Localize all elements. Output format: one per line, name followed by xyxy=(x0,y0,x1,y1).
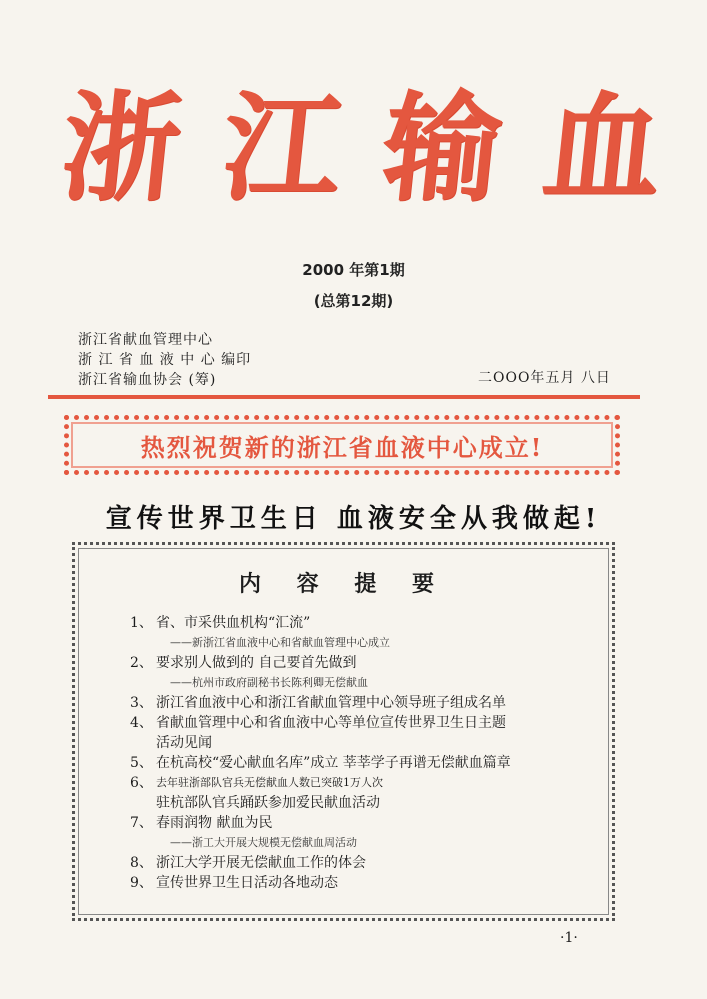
list-item xyxy=(130,653,610,673)
publisher-line: 浙江省输血协会 (筹) xyxy=(78,372,217,388)
list-item xyxy=(130,753,610,773)
banner-text: 热烈祝贺新的浙江省血液中心成立! xyxy=(140,432,544,462)
header-divider xyxy=(48,395,640,399)
list-item xyxy=(130,773,610,793)
item-number: 1、 xyxy=(130,615,153,631)
masthead-char: 江 xyxy=(215,77,349,217)
item-number: 8、 xyxy=(130,855,153,871)
item-text: 宣传世界卫生日活动各地动态 xyxy=(156,875,338,891)
item-subtitle: ——杭州市政府副秘书长陈利卿无偿献血 xyxy=(170,676,368,689)
issue-total: (总第12期) xyxy=(313,292,394,310)
contents-title: 内 容 提 要 xyxy=(239,571,448,597)
item-text: 要求别人做到的 自己要首先做到 xyxy=(156,655,357,671)
item-text: 省、市采供血机构“汇流” xyxy=(156,615,311,631)
publisher-line: 浙江省献血管理中心 xyxy=(78,332,213,348)
item-text: 去年驻浙部队官兵无偿献血人数已突破1万人次 xyxy=(156,776,383,789)
item-number: 9、 xyxy=(130,875,153,891)
item-text: 浙江省血液中心和浙江省献血管理中心领导班子组成名单 xyxy=(156,695,506,711)
list-item xyxy=(130,713,610,733)
slogan: 宣传世界卫生日 血液安全从我做起! xyxy=(105,504,602,534)
item-subtitle: ——浙工大开展大规模无偿献血周活动 xyxy=(170,836,357,849)
contents-list xyxy=(130,613,610,893)
item-text: 省献血管理中心和省血液中心等单位宣传世界卫生日主题 xyxy=(156,715,506,731)
contents-summary xyxy=(72,542,615,921)
item-continuation: 驻杭部队官兵踊跃参加爱民献血活动 xyxy=(156,795,380,811)
item-number: 3、 xyxy=(130,695,153,711)
item-number: 2、 xyxy=(130,655,153,671)
item-subtitle: ——新浙江省血液中心和省献血管理中心成立 xyxy=(170,636,390,649)
item-number: 6、 xyxy=(130,775,153,791)
item-text: 浙江大学开展无偿献血工作的体会 xyxy=(156,855,366,871)
list-item xyxy=(130,853,610,873)
publisher-line: 浙 江 省 血 液 中 心 编印 xyxy=(78,352,252,368)
masthead-char: 浙 xyxy=(54,77,188,217)
list-item xyxy=(130,873,610,893)
issue-number: 2000 年第1期 xyxy=(302,261,405,279)
page-number: ·1· xyxy=(560,930,578,946)
item-continuation: 活动见闻 xyxy=(156,735,212,751)
list-item xyxy=(130,813,610,833)
congratulation-banner xyxy=(64,415,620,475)
masthead-title xyxy=(54,55,670,240)
item-number: 5、 xyxy=(130,755,153,771)
masthead-char: 血 xyxy=(536,77,670,217)
masthead-char: 输 xyxy=(376,77,509,217)
item-text: 春雨润物 献血为民 xyxy=(156,815,273,831)
publish-date: 二OOO年五月 八日 xyxy=(478,370,611,386)
item-number: 7、 xyxy=(130,815,153,831)
item-text: 在杭高校“爱心献血名库”成立 莘莘学子再谱无偿献血篇章 xyxy=(156,755,511,771)
list-item xyxy=(130,613,610,633)
publisher-block xyxy=(78,330,251,390)
item-number: 4、 xyxy=(130,715,153,731)
list-item xyxy=(130,693,610,713)
